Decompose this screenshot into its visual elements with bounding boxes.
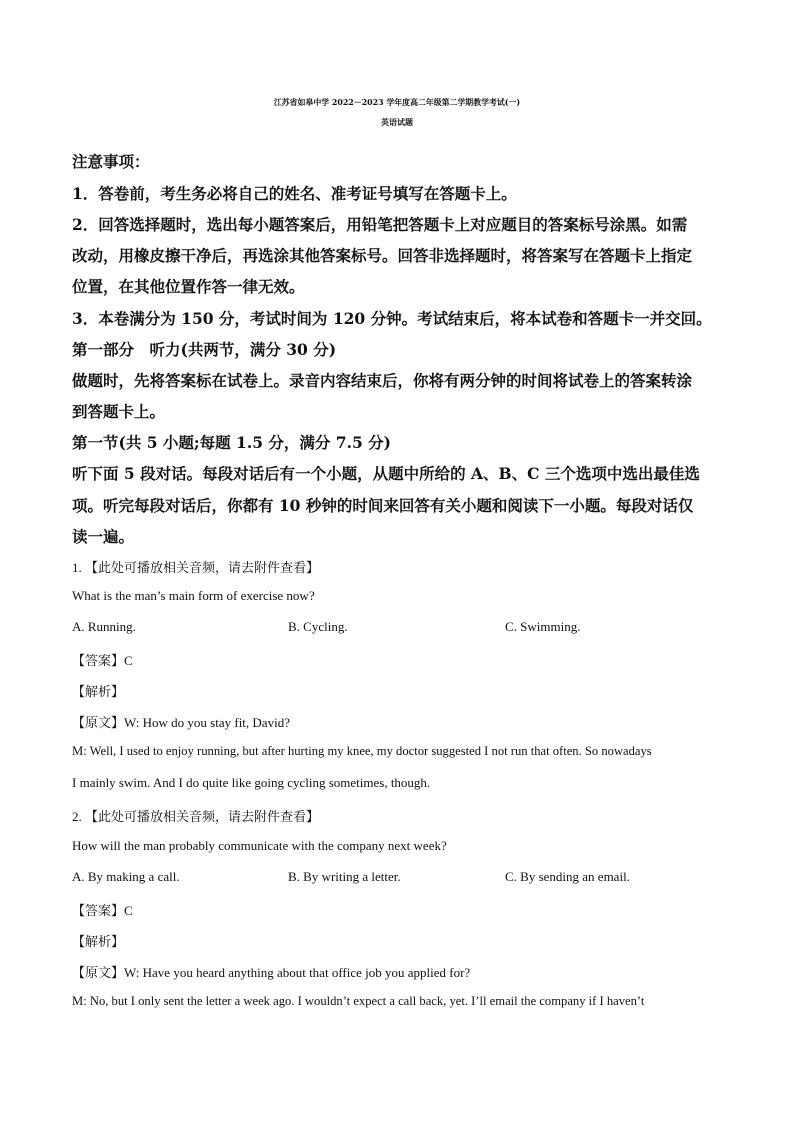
q1-transcript-line: I mainly swim. And I do quite like going cycling sometimes, though. — [72, 775, 431, 790]
section1-heading: 第一节(共 5 小题;每题 1.5 分，满分 7.5 分) — [72, 433, 391, 452]
part1-heading: 第一部分 听力(共两节，满分 30 分) — [72, 340, 337, 359]
page-title: 江苏省如皋中学 2022－2023 学年度高二年级第二学期教学考试(一) — [273, 98, 521, 107]
q2-option-c: C. By sending an email. — [505, 869, 630, 884]
notes-heading: 注意事项： — [72, 152, 150, 171]
q2-audio-note: 2. 【此处可播放相关音频，请去附件查看】 — [72, 809, 320, 824]
note-line: 改动，用橡皮擦干净后，再选涂其他答案标号。回答非选择题时，将答案写在答题卡上指定 — [72, 246, 693, 265]
part1-intro-line: 做题时，先将答案标在试卷上。录音内容结束后，你将有两分钟的时间将试卷上的答案转涂 — [72, 371, 693, 390]
q2-question: How will the man probably communicate with the company next week? — [72, 838, 447, 853]
q1-analysis: 【解析】 — [72, 684, 125, 699]
q1-transcript-line: M: Well, I used to enjoy running, but after hurting my knee, my doctor suggested I not run that often. So nowadays — [72, 744, 652, 758]
note-line: 2．回答选择题时，选出每小题答案后，用铅笔把答题卡上对应题目的答案标号涂黑。如需 — [72, 215, 688, 234]
q1-option-c: C. Swimming. — [505, 619, 581, 634]
q2-option-b: B. By writing a letter. — [288, 869, 401, 884]
q1-original: 【原文】W: How do you stay fit, David? — [72, 715, 290, 730]
note-line: 3．本卷满分为 150 分，考试时间为 120 分钟。考试结束后，将本试卷和答题卡一并交回。 — [72, 309, 712, 328]
section1-intro-line: 项。听完每段对话后，你都有 10 秒钟的时间来回答有关小题和阅读下一小题。每段对话仅 — [72, 496, 694, 515]
section1-intro-line: 听下面 5 段对话。每段对话后有一个小题，从题中所给的 A、B、C 三个选项中选出最佳选 — [72, 464, 700, 483]
q2-analysis: 【解析】 — [72, 934, 125, 949]
q2-option-a: A. By making a call. — [72, 869, 180, 884]
section1-intro-line: 读一遍。 — [72, 527, 135, 546]
q1-audio-note: 1. 【此处可播放相关音频，请去附件查看】 — [72, 560, 320, 575]
page-subtitle: 英语试题 — [381, 117, 413, 127]
q1-question: What is the man’s main form of exercise now? — [72, 588, 315, 603]
q1-option-a: A. Running. — [72, 619, 136, 634]
q2-answer: 【答案】C — [72, 903, 133, 918]
q1-option-b: B. Cycling. — [288, 619, 348, 634]
note-line: 1．答卷前，考生务必将自己的姓名、准考证号填写在答题卡上。 — [72, 184, 517, 203]
note-line: 位置，在其他位置作答一律无效。 — [72, 277, 305, 296]
q1-answer: 【答案】C — [72, 653, 133, 668]
q2-transcript-line: M: No, but I only sent the letter a week ago. I wouldn’t expect a call back, yet. I’ll email the company if I haven’t — [72, 994, 645, 1008]
q2-original: 【原文】W: Have you heard anything about that office job you applied for? — [72, 965, 471, 980]
part1-intro-line: 到答题卡上。 — [72, 402, 166, 421]
